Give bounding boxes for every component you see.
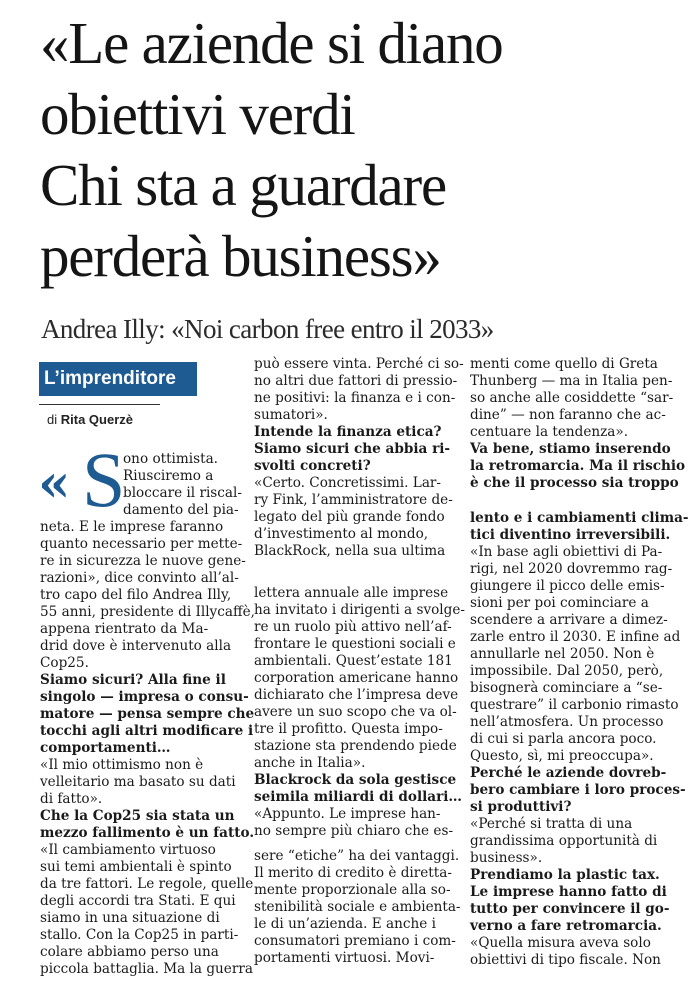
article-line: comportamenti…: [40, 740, 171, 756]
article-line: sui temi ambientali è spinto: [40, 859, 232, 875]
article-line: ambientali. Quest’estate 181: [254, 653, 453, 669]
article-line: giungere il picco delle emis-: [470, 578, 665, 594]
article-line: Le imprese hanno fatto di: [470, 884, 667, 900]
article-line: stazione sta prendendo piede: [254, 738, 457, 754]
article-line: lettera annuale alle imprese: [254, 585, 449, 601]
drop-cap: S: [82, 436, 126, 523]
article-line: siamo in una situazione di: [40, 910, 220, 926]
article-line: Siamo sicuri? Alla fine il: [40, 672, 226, 688]
article-line: impossibile. Dal 2050, però,: [470, 663, 664, 679]
article-line: avere un suo scopo che va ol-: [254, 704, 457, 720]
article-line: colare abbiamo perso una: [40, 944, 219, 960]
article-line: centuare la tendenza».: [470, 424, 629, 440]
article-line: d’investimento al mondo,: [254, 526, 429, 542]
article-line: Blackrock da sola gestisce: [254, 772, 457, 788]
article-line: Riusciremo a: [123, 468, 214, 484]
article-line: appena rientrato da Ma-: [40, 621, 209, 637]
article-column-2-middle: [254, 585, 465, 840]
article-line: tre il profitto. Questa impo-: [254, 721, 443, 737]
article-line: si produttivi?: [470, 799, 572, 815]
article-line: svolti concreti?: [254, 458, 371, 474]
article-line: corporation americane hanno: [254, 670, 459, 686]
article-line: verno a fare retromarcia.: [470, 918, 662, 934]
article-line: stallo. Con la Cop25 in parti-: [40, 927, 239, 943]
article-column-3-top: [470, 356, 685, 492]
article-line: BlackRock, nella sua ultima: [254, 543, 446, 559]
article-line: singolo — impresa o consu-: [40, 689, 249, 705]
section-rubric: L’imprenditore: [39, 362, 197, 396]
article-line: portamenti virtuosi. Movi-: [254, 950, 435, 966]
article-line: sioni per poi cominciare a: [470, 595, 649, 611]
article-line: dichiarato che l’impresa deve: [254, 687, 459, 703]
article-line: obiettivi di tipo fiscale. Non: [470, 952, 661, 968]
article-line: drid dove è intervenuto alla: [40, 638, 232, 654]
article-line: quanto necessario per mette-: [40, 536, 243, 552]
article-line: «Appunto. Le imprese han-: [254, 806, 441, 822]
headline-line: Chi sta a guardare: [40, 152, 446, 218]
article-line: tro capo del filo Andrea Illy,: [40, 587, 232, 603]
article-line: ry Fink, l’amministratore de-: [254, 492, 453, 508]
article-column-1-top: [123, 451, 242, 519]
article-line: di cui si parla ancora poco.: [470, 731, 657, 747]
article-line: re un ruolo più attivo nell’af-: [254, 619, 452, 635]
headline-line: perderà business»: [40, 223, 441, 289]
article-line: grandissima opportunità di: [470, 833, 658, 849]
article-line: Va bene, stiamo inserendo: [470, 441, 671, 457]
article-line: Thunberg — ma in Italia pen-: [470, 373, 673, 389]
article-line: può essere vinta. Perché ci so-: [254, 356, 464, 372]
article-line: re in sicurezza le nuove gene-: [40, 553, 246, 569]
byline-author: Rita Querzè: [60, 412, 133, 427]
article-line: Che la Cop25 sia stata un: [40, 808, 235, 824]
article-line: tutto per convincere il go-: [470, 901, 670, 917]
article-line: Intende la finanza etica?: [254, 424, 442, 440]
article-line: Prendiamo la plastic tax.: [470, 867, 660, 883]
article-line: legato del più grande fondo: [254, 509, 445, 525]
subheadline: Andrea Illy: «Noi carbon free entro il 2033»: [41, 314, 494, 344]
article-line: tocchi agli altri modificare i: [40, 723, 254, 739]
article-line: Il merito di credito è diretta-: [254, 865, 452, 881]
article-line: neta. E le imprese faranno: [40, 519, 224, 535]
article-line: consumatori premiano i com-: [254, 933, 456, 949]
article-line: degli accordi tra Stati. E qui: [40, 893, 236, 909]
article-column-3: [470, 510, 689, 969]
rubric-divider: [39, 404, 160, 405]
article-line: seimila miliardi di dollari…: [254, 789, 462, 805]
article-line: è che il processo sia troppo: [470, 475, 679, 491]
article-line: «Il cambiamento virtuoso: [40, 842, 216, 858]
article-line: sumatori».: [254, 407, 328, 423]
article-line: mente proporzionale alla so-: [254, 882, 451, 898]
article-line: Siamo sicuri che abbia ri-: [254, 441, 451, 457]
article-line: zarle entro il 2030. E infine ad: [470, 629, 681, 645]
article-line: business».: [470, 850, 543, 866]
article-line: damento del pia-: [123, 502, 239, 518]
article-line: di fatto».: [40, 791, 103, 807]
article-line: Perché le aziende dovreb-: [470, 765, 667, 781]
article-line: bero cambiare i loro proces-: [470, 782, 686, 798]
article-line: piccola battaglia. Ma la guerra: [40, 961, 253, 977]
article-line: frontare le questioni sociali e: [254, 636, 456, 652]
article-line: da tre fattori. Le regole, quelle: [40, 876, 254, 892]
article-line: bloccare il riscal-: [123, 485, 242, 501]
article-line: rigi, nel 2020 dovremmo rag-: [470, 561, 673, 577]
article-line: no altri due fattori di pressio-: [254, 373, 458, 389]
article-line: menti come quello di Greta: [470, 356, 658, 372]
article-line: razioni», dice convinto all’al-: [40, 570, 239, 586]
byline: [47, 412, 133, 428]
article-line: Questo, sì, mi preoccupa».: [470, 748, 654, 764]
article-line: matore — pensa sempre che: [40, 706, 255, 722]
article-line: le di un’azienda. E anche i: [254, 916, 436, 932]
headline: [40, 8, 670, 292]
article-line: ha invitato i dirigenti a svolge-: [254, 602, 465, 618]
article-line: bisognerà cominciare a “se-: [470, 680, 663, 696]
drop-quote-mark: «: [38, 453, 71, 514]
headline-line: «Le aziende si diano: [40, 10, 503, 76]
article-line: «Quella misura aveva solo: [470, 935, 651, 951]
article-line: Cop25.: [40, 655, 89, 671]
article-line: mezzo fallimento è un fatto.: [40, 825, 255, 841]
article-column-2-top: [254, 356, 464, 560]
article-line: no sempre più chiaro che es-: [254, 823, 454, 839]
article-line: «Certo. Concretissimi. Lar-: [254, 475, 442, 491]
article-line: tici diventino irreversibili.: [470, 527, 671, 543]
article-line: «Perché si tratta di una: [470, 816, 633, 832]
article-line: «Il mio ottimismo non è: [40, 757, 204, 773]
article-line: dine” — non faranno che ac-: [470, 407, 666, 423]
article-column-1: [40, 519, 255, 978]
article-column-2-bottom: [254, 848, 461, 967]
article-line: anche in Italia».: [254, 755, 366, 771]
article-line: so anche alle cosiddette “sar-: [470, 390, 674, 406]
article-line: lento e i cambiamenti clima-: [470, 510, 689, 526]
article-line: questrare” il carbonio rimasto: [470, 697, 679, 713]
article-line: ne positivi: la finanza e i con-: [254, 390, 456, 406]
article-line: sere “etiche” ha dei vantaggi.: [254, 848, 460, 864]
byline-prefix: di: [47, 412, 58, 427]
article-line: nell’atmosfera. Un processo: [470, 714, 664, 730]
article-line: scendere a arrivare a dimez-: [470, 612, 668, 628]
article-line: velleitario ma basato su dati: [40, 774, 236, 790]
article-line: stenibilità sociale e ambienta-: [254, 899, 461, 915]
article-line: «In base agli obiettivi di Pa-: [470, 544, 663, 560]
article-line: ono ottimista.: [123, 451, 219, 467]
headline-line: obiettivi verdi: [40, 81, 355, 147]
article-line: la retromarcia. Ma il rischio: [470, 458, 686, 474]
article-line: annullarle nel 2050. Non è: [470, 646, 655, 662]
article-line: 55 anni, presidente di Illycaffè,: [40, 604, 255, 620]
